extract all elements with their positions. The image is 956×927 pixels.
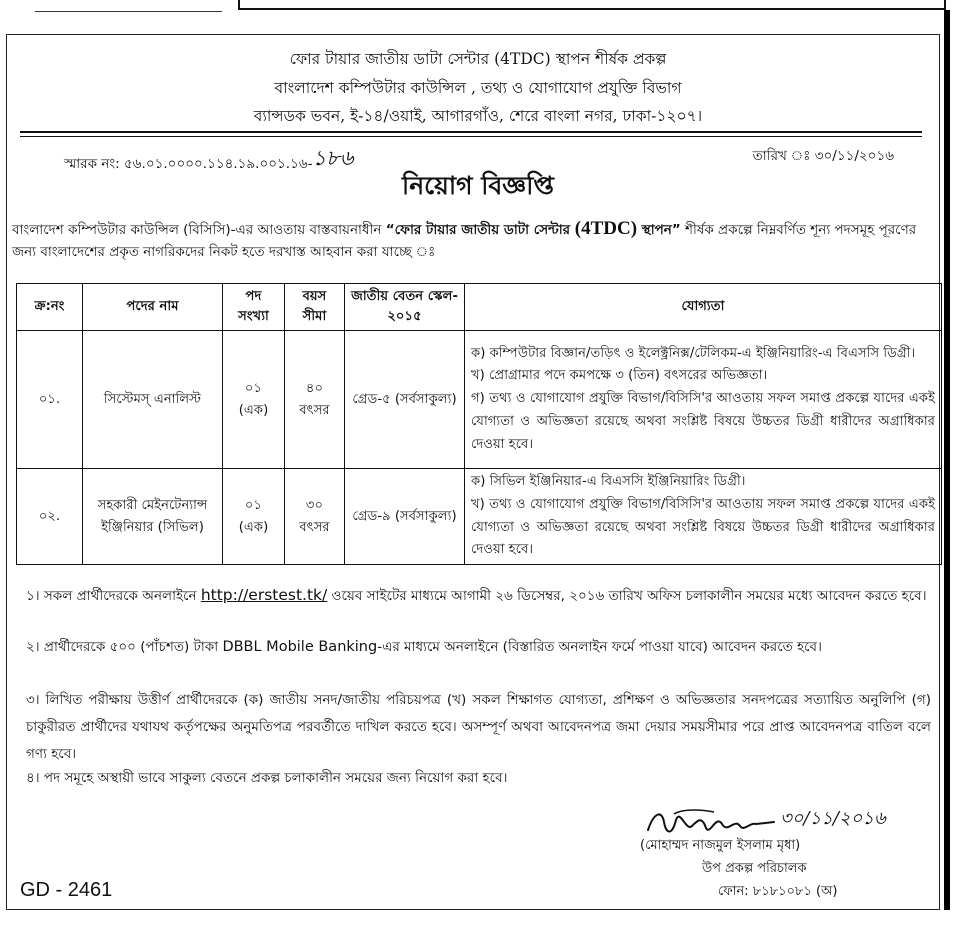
row-count: ০১ (এক) [223,331,285,469]
memo-label: স্মারক নং: ৫৬.০১.০০০০.১১৪.১৯.০০১.১৬- [64,156,313,172]
memo-date: তারিখ ঃ ৩০/১১/২০১৬ [752,148,894,164]
note-2 [26,634,931,661]
qualification-item: ক) কম্পিউটার বিজ্ঞান/তড়িৎ ও ইলেক্ট্রনিক্স/টেলিকম-এ ইঞ্জিনিয়ারিং-এ বিএসসি ডিগ্রী। [471,345,916,361]
qualification-item: খ) তথ্য ও যোগাযোগ প্রযুক্তি বিভাগ/বিসিসি'র আওতায় সফল সমাপ্ত প্রকল্পে যাদের একই যোগ্যতা ও অভিজ্ঞতা রয়েছে অথবা সংশ্লিষ্ট বিষয়ে উচ্চতর ডিগ্রী ধারীদের অগ্রাধিকার দেওয়া হবে। [471,496,935,558]
header-rule-thin [20,136,922,137]
note-2-text-b: -এর মাধ্যমে অনলাইনে (বিস্তারিত অনলাইন ফর্মে পাওয়া যাবে) আবেদন করতে হবে। [377,639,822,655]
top-left-rule [35,11,222,12]
signatory-designation: উপ প্রকল্প পরিচালক [702,861,807,876]
header-organization: বাংলাদেশ কম্পিউটার কাউন্সিল , তথ্য ও যোগাযোগ প্রযুক্তি বিভাগ [274,79,682,97]
signatory-phone: ফোন: ৮১৮১০৮১ (অ) [718,884,838,899]
note-1 [26,582,931,610]
table-row [17,469,942,565]
page-title: নিয়োগ বিজ্ঞপ্তি [402,171,554,200]
header-rule-thick [20,131,922,133]
application-link[interactable]: http://erstest.tk/ [200,586,328,604]
row-post: সিস্টেমস্ এনালিস্ট [83,331,223,469]
intro-project-suffix: স্থাপন” [637,222,681,238]
row-qualifications [465,331,942,469]
col-header-count: পদ সংখ্যা [223,284,285,331]
header-project-name: ফোর টায়ার জাতীয় ডাটা সেন্টার (4TDC) স্থাপন শীর্ষক প্রকল্প [289,50,667,68]
gd-code: GD - 2461 [20,879,113,901]
note-1-text-b: ওয়েব সাইটের মাধ্যমে আগামী ২৬ ডিসেম্বর, ২০১৬ তারিখ অফিস চলাকালীন সময়ের মধ্যে আবেদন করতে হবে। [327,588,927,604]
col-header-scale: জাতীয় বেতন স্কেল- ২০১৫ [345,284,465,331]
row-age: ৪০ বৎসর [285,331,345,469]
note-2-text-a: ২। প্রার্থীদেরকে ৫০০ (পাঁচশত) টাকা [26,639,223,655]
note-4: ৪। পদ সমূহে অস্থায়ী ভাবে সাকুল্য বেতনে প্রকল্প চলাকালীন সময়ের জন্য নিয়োগ করা হবে। [26,770,508,786]
row-scale: গ্রেড-৯ (সর্বসাকুল্য) [345,469,465,565]
qualification-item: গ) তথ্য ও যোগাযোগ প্রযুক্তি বিভাগ/বিসিসি'র আওতায় সফল সমাপ্ত প্রকল্পে যাদের একই যোগ্যতা ও অভিজ্ঞতা রয়েছে অথবা সংশ্লিষ্ট বিষয়ে উচ্চতর ডিগ্রী ধারীদের অগ্রাধিকার দেওয়া হবে। [471,391,935,452]
row-post: সহকারী মেইনটেন্যান্স ইঞ্জিনিয়ার (সিভিল) [83,469,223,565]
row-count: ০১ (এক) [223,469,285,565]
col-header-age: বয়স সীমা [285,284,345,331]
note-3: ৩। লিখিত পরীক্ষায় উত্তীর্ণ প্রার্থীদেরকে (ক) জাতীয় সনদ/জাতীয় পরিচয়পত্র (খ) সকল শিক্ষাগত যোগ্যতা, প্রশিক্ষণ ও অভিজ্ঞতার সনদপত্রের সত্যায়িত অনুলিপি (গ) চাকুরীরত প্রার্থীদের যথাযথ কর্তৃপক্ষের অনুমতিপত্র পরবর্তীতে দাখিল করতে হবে। অসম্পূর্ণ অথবা আবেদনপত্র জমা দেয়ার সময়সীমার পরে প্রাপ্ত আবেদনপত্র বাতিল বলে গণ্য হবে। [26,692,931,762]
header-address: ব্যান্সডক ভবন, ই-১৪/ওয়াই, আগারগাঁও, শেরে বাংলা নগর, ঢাকা-১২০৭। [253,107,703,125]
row-sl: ০২. [17,469,83,565]
row-age: ৩০ বৎসর [285,469,345,565]
row-scale: গ্রেড-৫ (সর্বসাকুল্য) [345,331,465,469]
col-header-post: পদের নাম [83,284,223,331]
table-header-row [17,284,942,331]
table-row [17,331,942,469]
right-edge-bar [944,10,950,910]
intro-paragraph [12,218,932,263]
memo-handwritten-number: ১৮৬ [312,146,354,170]
signatory-name: (মোহাম্মদ নাজমুল ইসলাম মৃধা) [640,838,801,853]
qualification-item: ক) সিভিল ইঞ্জিনিয়ার-এ বিএসসি ইঞ্জিনিয়ারিং ডিগ্রী। [471,474,746,490]
intro-project-name: “ফোর টায়ার জাতীয় ডাটা সেন্টার [385,222,575,238]
signature-scribble [644,806,784,840]
note-2-payment-method: DBBL Mobile Banking [222,639,378,655]
qualification-item: খ) প্রোগ্রামার পদে কমপক্ষে ৩ (তিন) বৎসরের অভিজ্ঞতা। [471,368,768,384]
col-header-qualification: যোগ্যতা [465,284,942,331]
signature-date: ৩০/১১/২০১৬ [780,808,886,829]
intro-text-1: বাংলাদেশ কম্পিউটার কাউন্সিল (বিসিসি)-এর আওতায় বাস্তবায়নাধীন [12,222,386,238]
row-qualifications [465,469,942,565]
intro-project-code: (4TDC) [574,218,638,239]
note-1-text-a: ১। সকল প্রার্থীদেরকে অনলাইনে [26,588,201,604]
col-header-sl: ক্র:নং [17,284,83,331]
vacancy-table [16,283,942,565]
top-border-box [238,0,946,10]
intro-text-2: শীর্ষক প্রকল্পে নিম্নবর্ণিত শূন্য পদসমূহ পূরণের জন্য বাংলাদেশের প্রকৃত নাগরিকদের নিকট হতে দরখাস্ত আহবান করা যাচ্ছে ঃ [12,222,917,260]
row-sl: ০১. [17,331,83,469]
